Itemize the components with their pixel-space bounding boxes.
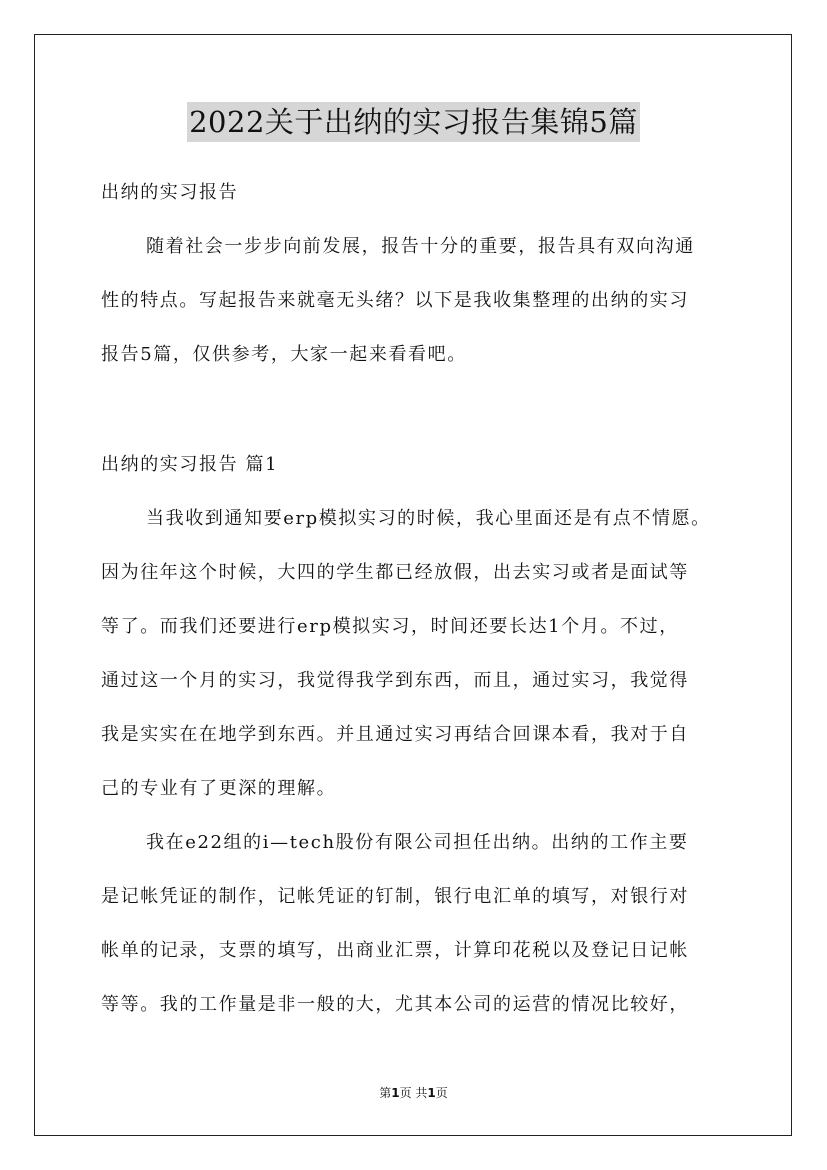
paragraph-line: 因为往年这个时候，大四的学生都已经放假，出去实习或者是面试等 [101,562,689,583]
footer-page-suffix: 页 [435,1086,448,1100]
paragraph-line: 当我收到通知要erp模拟实习的时候，我心里面还是有点不情愿。 [146,508,711,529]
paragraph-line: 我是实实在在地学到东西。并且通过实习再结合回课本看，我对于自 [101,724,689,745]
intro-heading: 出纳的实习报告 [101,182,239,203]
paragraph-line: 通过这一个月的实习，我觉得我学到东西，而且，通过实习，我觉得 [101,670,689,691]
paragraph-line: 我在e22组的i—tech股份有限公司担任出纳。出纳的工作主要 [146,832,689,853]
paragraph-line: 等了。而我们还要进行erp模拟实习，时间还要长达1个月。不过， [101,616,679,637]
footer-page-mid: 页 共 [399,1086,428,1100]
page-footer [0,1085,827,1101]
intro-line: 性的特点。写起报告来就毫无头绪？以下是我收集整理的出纳的实习 [101,290,689,311]
paragraph-line: 是记帐凭证的制作，记帐凭证的钉制，银行电汇单的填写，对银行对 [101,886,689,907]
paragraph-line: 己的专业有了更深的理解。 [101,778,337,799]
paragraph-line: 帐单的记录，支票的填写，出商业汇票，计算印花税以及登记日记帐 [101,940,689,961]
section-heading: 出纳的实习报告 篇1 [101,454,279,475]
title-container [0,102,827,142]
paragraph-line: 等等。我的工作量是非一般的大，尤其本公司的运营的情况比较好， [101,994,689,1015]
footer-page-current: 1 [391,1086,400,1100]
document-title: 2022关于出纳的实习报告集锦5篇 [187,102,640,142]
footer-page-prefix: 第 [379,1086,392,1100]
intro-line: 报告5篇，仅供参考，大家一起来看看吧。 [101,344,467,365]
footer-page-total: 1 [427,1086,436,1100]
intro-line: 随着社会一步步向前发展，报告十分的重要，报告具有双向沟通 [146,236,695,257]
